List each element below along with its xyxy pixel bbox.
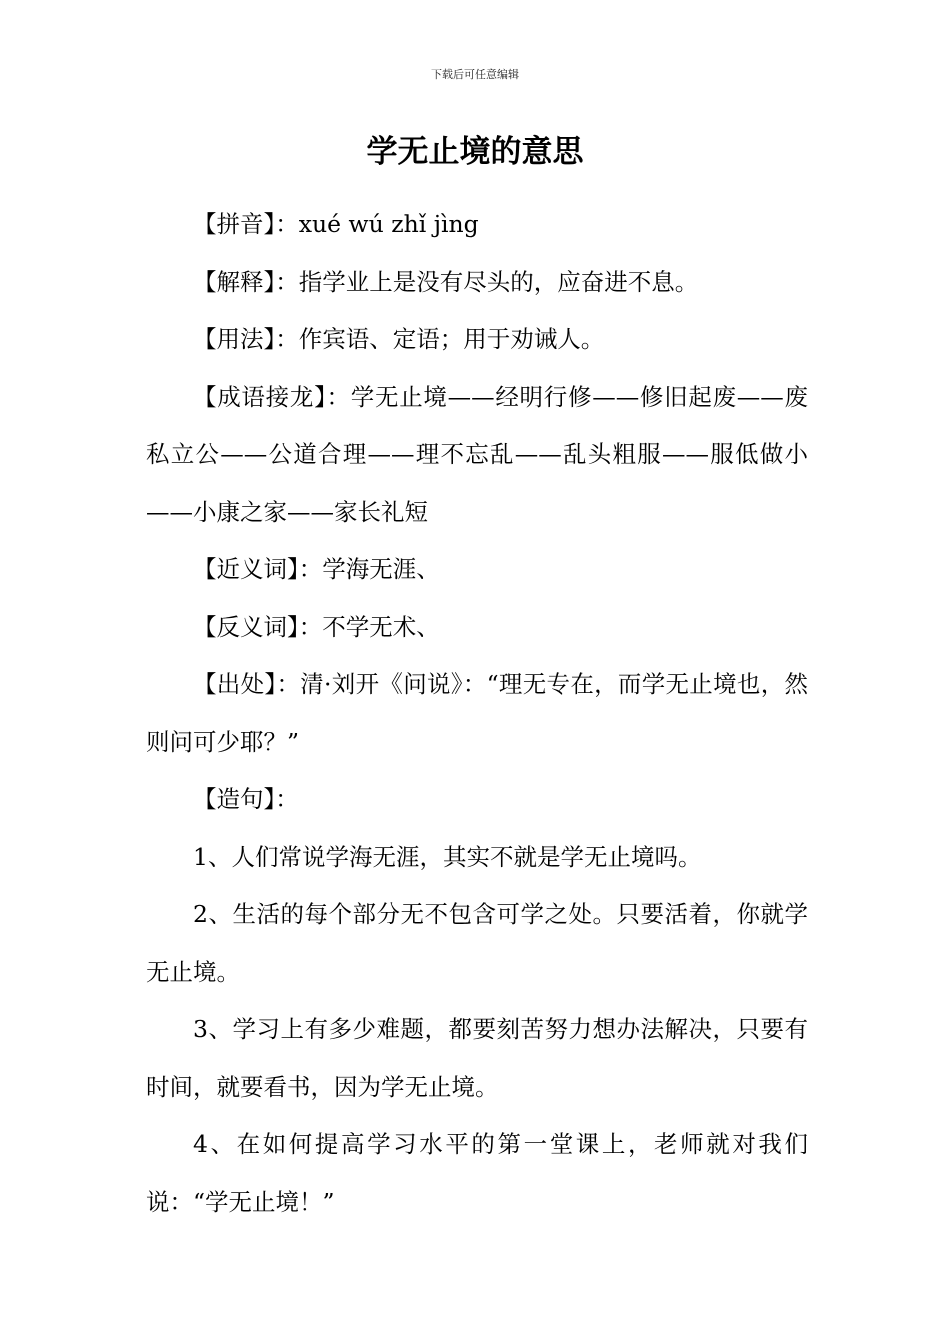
paragraph-label: 【成语接龙】: [193, 382, 327, 411]
paragraph-explanation: [146, 254, 808, 312]
paragraph-label: 【近义词】: [193, 555, 299, 583]
paragraph-example-4: [146, 1116, 808, 1231]
paragraph-text: ：清·刘开《问说》：“理无专在，而学无止境也，然则问可少耶？”: [146, 670, 808, 756]
paragraph-label: 【出处】: [193, 670, 277, 698]
paragraph-label: 【拼音】: [193, 210, 276, 238]
paragraph-example-2: [146, 886, 808, 1001]
paragraph-antonyms: [146, 599, 808, 657]
paragraph-example-3: [146, 1001, 808, 1116]
paragraph-text: ：xué wú zhǐ jìng: [275, 210, 479, 238]
paragraph-text: ：指学业上是没有尽头的，应奋进不息。: [275, 267, 699, 296]
paragraph-text: ：学无止境——经明行修——修旧起废——废私立公——公道合理——理不忘乱——乱头粗服——服低做小——小康之家——家长礼短: [146, 382, 809, 526]
paragraph-text: 2、生活的每个部分无不包含可学之处。只要活着，你就学无止境。: [146, 900, 808, 986]
paragraph-text: 4、在如何提高学习水平的第一堂课上，老师就对我们说：“学无止境！”: [146, 1130, 808, 1216]
paragraph-synonyms: [146, 541, 808, 599]
paragraph-pinyin: [146, 196, 808, 254]
paragraph-text: 1、人们常说学海无涯，其实不就是学无止境吗。: [193, 842, 702, 871]
paragraph-idiom-chain: [146, 369, 808, 542]
page-title: 学无止境的意思: [366, 134, 584, 170]
paragraph-example-1: [146, 829, 808, 887]
paragraph-text: ：: [275, 785, 299, 813]
paragraph-source: [146, 656, 808, 771]
paragraph-label: 【用法】: [193, 325, 276, 353]
paragraph-examples-heading: [146, 771, 808, 829]
paragraph-text: ：作宾语、定语；用于劝诫人。: [275, 325, 605, 353]
paragraph-label: 【反义词】: [193, 612, 299, 641]
paragraph-label: 【造句】: [193, 785, 276, 813]
paragraph-label: 【解释】: [193, 267, 276, 296]
header-note: 下载后可任意编辑: [431, 68, 519, 81]
paragraph-text: 3、学习上有多少难题，都要刻苦努力想办法解决，只要有时间，就要看书，因为学无止境。: [146, 1015, 808, 1101]
paragraph-text: ：不学无术、: [298, 612, 440, 641]
paragraph-usage: [146, 311, 808, 369]
paragraph-text: ：学海无涯、: [298, 555, 440, 583]
document-body: [146, 196, 808, 1231]
